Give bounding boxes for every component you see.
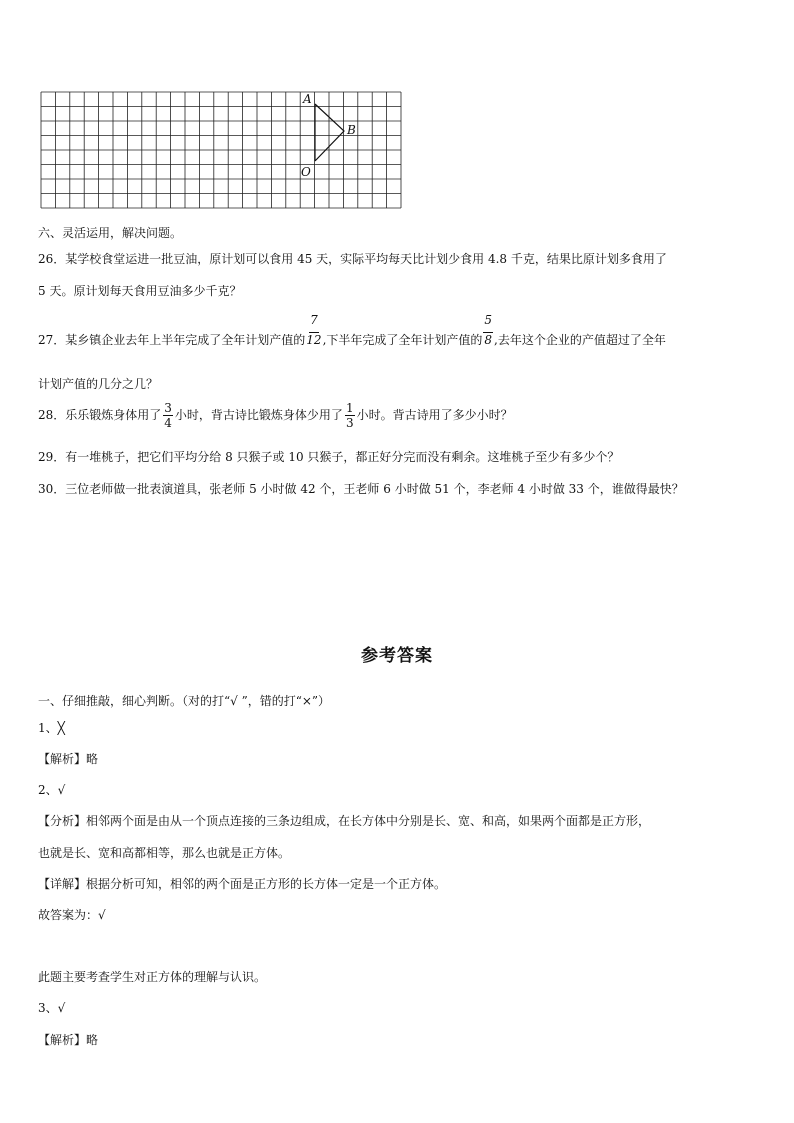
answers-section1: 一、仔细推敲，细心判断。（对的打“√ ”，错的打“×”） — [38, 694, 331, 708]
answer-3: 3、√ — [38, 1001, 66, 1015]
answer-1-analysis: 【解析】略 — [38, 752, 99, 766]
answer-2: 2、√ — [38, 783, 66, 797]
q28-line — [38, 402, 513, 429]
q27-line1 — [38, 313, 666, 348]
q27-frac1-den: 12 — [306, 333, 322, 347]
answer-2-note: 此题主要考查学生对正方体的理解与认识。 — [38, 970, 267, 984]
q27-frac2-num: 5 — [483, 314, 493, 333]
q28-frac1-num: 3 — [164, 401, 172, 415]
q27-fraction-7-12 — [306, 314, 321, 346]
answer-2-xiangjie: 【详解】根据分析可知，相邻的两个面是正方形的长方体一定是一个正方体。 — [38, 877, 447, 891]
q28-frac1-den: 4 — [164, 416, 172, 430]
q27-part1: 27．某乡镇企业去年上半年完成了全年计划产值的 — [38, 333, 306, 347]
grid-figure — [36, 88, 406, 212]
grid-lines — [41, 92, 401, 208]
q29-text: 29．有一堆桃子，把它们平均分给 8 只猴子或 10 只猴子，都正好分完而没有剩余。这堆桃子至少有多少个？ — [38, 450, 620, 464]
q27-frac1-num: 7 — [309, 314, 319, 333]
q27-fraction-5-8 — [483, 314, 493, 346]
q28-part2: 小时，背古诗比锻炼身体少用了 — [174, 408, 343, 422]
answer-2-fenxi-line2: 也就是长、宽和高都相等，那么也就是正方体。 — [38, 846, 291, 860]
q27-line2: 计划产值的几分之几？ — [38, 377, 159, 391]
label-o: O — [301, 165, 311, 179]
q28-fraction-1-3 — [345, 402, 355, 429]
q27-frac2-den: 8 — [484, 333, 493, 347]
q27-part2: ,下半年完成了全年计划产值的 — [322, 333, 483, 347]
label-b: B — [347, 123, 356, 137]
q28-frac2-num: 1 — [345, 401, 354, 415]
answer-2-result: 故答案为：√ — [38, 908, 106, 922]
q28-fraction-3-4 — [163, 402, 173, 429]
answer-1: 1、╳ — [38, 721, 65, 735]
q26-line1: 26．某学校食堂运进一批豆油，原计划可以食用 45 天，实际平均每天比计划少食用 4.8 千克，结果比原计划多食用了 — [38, 252, 667, 266]
answers-title: 参考答案 — [361, 646, 433, 666]
answer-3-analysis: 【解析】略 — [38, 1033, 99, 1047]
section6-title: 六、灵活运用，解决问题。 — [38, 226, 183, 240]
q28-part3: 小时。背古诗用了多少小时？ — [356, 408, 513, 422]
answer-2-fenxi-line1: 【分析】相邻两个面是由从一个顶点连接的三条边组成，在长方体中分别是长、宽、和高，如果两个面都是正方形， — [38, 814, 651, 828]
label-a: A — [303, 92, 312, 106]
q27-part3: ,去年这个企业的产值超过了全年 — [494, 333, 666, 347]
q28-frac2-den: 3 — [345, 416, 354, 430]
triangle-aob — [315, 104, 344, 161]
q26-line2: 5 天。原计划每天食用豆油多少千克？ — [38, 284, 242, 298]
q30-text: 30．三位老师做一批表演道具，张老师 5 小时做 42 个，王老师 6 小时做 51 个，李老师 4 小时做 33 个，谁做得最快？ — [38, 482, 684, 496]
q28-part1: 28．乐乐锻炼身体用了 — [38, 408, 162, 422]
